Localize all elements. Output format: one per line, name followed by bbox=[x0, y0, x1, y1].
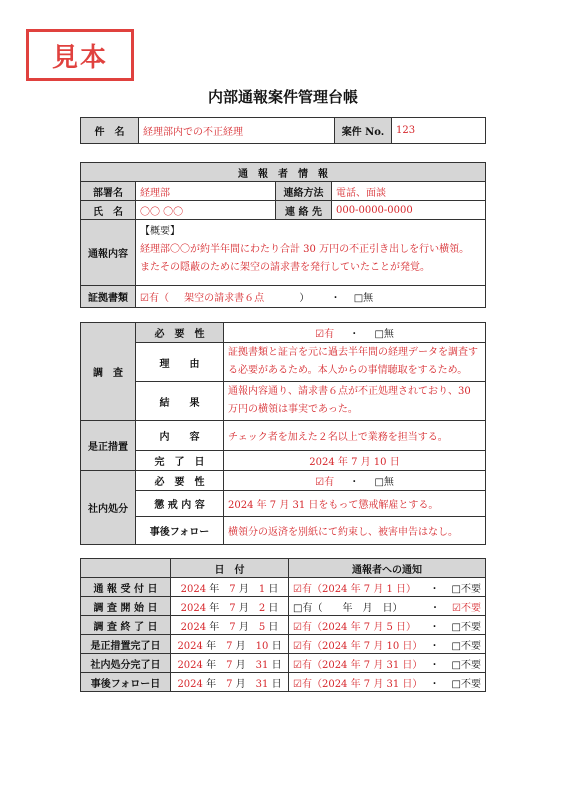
year: 2024 bbox=[177, 659, 203, 671]
subject-label: 件 名 bbox=[81, 118, 139, 144]
discipline-label: 社内処分 bbox=[81, 471, 136, 545]
completion-label: 完 了 日 bbox=[136, 451, 224, 471]
year: 2024 bbox=[180, 583, 207, 595]
reporter-table bbox=[80, 162, 486, 308]
notice-date: （2024 年 7 月 5 日） bbox=[311, 621, 417, 633]
completion-date: 2024 年 7 月 10 日 bbox=[224, 451, 486, 471]
discipline-content: 2024 年 7 月 31 日をもって懲戒解雇とする。 bbox=[224, 491, 486, 517]
necessity-yes: 有 bbox=[324, 329, 335, 340]
checked-box-icon: ☑ bbox=[293, 583, 302, 595]
summary-line-1: 経理部〇〇が約半年間にわたり合計 30 万円の不正引き出しを行い横領。 bbox=[140, 244, 470, 255]
discipline-need-label: 必 要 性 bbox=[136, 471, 224, 491]
evidence-yes: 有（ bbox=[148, 293, 169, 304]
day: 31 bbox=[255, 678, 269, 690]
name-label: 氏 名 bbox=[81, 201, 136, 220]
result-value: 通報内容通り、請求書６点が不正処理されており、30 万円の横領は事実であった。 bbox=[224, 382, 486, 421]
followup-content: 横領分の返済を別紙にて約束し、被害申告はなし。 bbox=[224, 517, 486, 545]
evidence-detail: 架空の請求書６点 bbox=[184, 293, 265, 304]
notify-header: 通報者への通知 bbox=[289, 559, 486, 578]
discipline-yes: 有 bbox=[324, 477, 335, 488]
schedule-label: 社内処分完了日 bbox=[81, 654, 171, 673]
schedule-label: 事後フォロー日 bbox=[81, 673, 171, 692]
discipline-content-label: 懲 戒 内 容 bbox=[136, 491, 224, 517]
case-no-label: 案件 No. bbox=[335, 118, 392, 144]
checked-box-icon: ☑ bbox=[315, 477, 325, 488]
schedule-label: 是正措置完了日 bbox=[81, 635, 171, 654]
evidence-no: □無 bbox=[353, 293, 374, 304]
notice-no: 不要 bbox=[461, 602, 481, 614]
date-header: 日 付 bbox=[171, 559, 289, 578]
month: 7 bbox=[226, 640, 233, 652]
year: 2024 bbox=[177, 640, 203, 652]
notice-no: □不要 bbox=[451, 659, 481, 671]
notice-date: （2024 年 7 月 31 日） bbox=[311, 678, 423, 690]
correction-content: チェック者を加えた２名以上で業務を担当する。 bbox=[224, 421, 486, 451]
schedule-label: 調 査 終 了 日 bbox=[81, 616, 171, 635]
day: 1 bbox=[258, 583, 266, 595]
necessity-label: 必 要 性 bbox=[136, 323, 224, 343]
month: 7 bbox=[229, 602, 236, 614]
year: 2024 bbox=[180, 621, 207, 633]
notice-date: （2024 年 7 月 31 日） bbox=[311, 659, 423, 671]
table-row: 社内処分完了日 2024 年 7 月 31 日 ☑有（2024 年 7 月 31 日） ・ □不要 bbox=[81, 654, 486, 673]
followup-label: 事後フォロー bbox=[136, 517, 224, 545]
month: 7 bbox=[226, 678, 233, 690]
checked-box-icon: ☑ bbox=[293, 659, 302, 671]
separator-dot: ・ bbox=[330, 293, 341, 304]
year: 2024 bbox=[180, 602, 207, 614]
correction-content-label: 内 容 bbox=[136, 421, 224, 451]
table-row: 是正措置完了日 2024 年 7 月 10 日 ☑有（2024 年 7 月 10 日） ・ □不要 bbox=[81, 635, 486, 654]
checked-box-icon: ☑ bbox=[293, 678, 302, 690]
table-row: 通 報 受 付 日 2024 年 7 月 1 日 ☑有（2024 年 7 月 1 日） ・ □不要 bbox=[81, 578, 486, 597]
investigation-label: 調 査 bbox=[81, 323, 136, 421]
contact-method-value: 電話、面談 bbox=[332, 182, 486, 201]
dept-label: 部署名 bbox=[81, 182, 136, 201]
evidence-label: 証拠書類 bbox=[81, 286, 136, 308]
notice-yes: 有 bbox=[301, 640, 312, 652]
notice-yes: 有 bbox=[301, 621, 312, 633]
table-row: 調 査 開 始 日 2024 年 7 月 2 日 □有（ 年 月 日） ・ ☑不要 bbox=[81, 597, 486, 616]
evidence-close: ） bbox=[299, 293, 310, 304]
correction-label: 是正措置 bbox=[81, 421, 136, 471]
notice-yes: 有 bbox=[301, 659, 312, 671]
checked-box-icon: ☑ bbox=[452, 602, 461, 614]
reporter-header: 通 報 者 情 報 bbox=[81, 163, 486, 182]
contact-method-label: 連絡方法 bbox=[276, 182, 332, 201]
month: 7 bbox=[229, 583, 236, 595]
notice-date: （2024 年 7 月 1 日） bbox=[311, 583, 417, 595]
notice-no: □不要 bbox=[451, 583, 481, 595]
checked-box-icon: ☑ bbox=[293, 640, 302, 652]
necessity-no: □無 bbox=[374, 329, 394, 340]
investigation-table: 調 査 必 要 性 ☑有 ・ □無 理 由 証拠書類と証言を元に過去半年間の経理データを調査する必要があるため。本人からの事情聴取をするため。 結 果 通報内容通り、請求書６点が不正処理されており、30 万円の横領は事実であった。 是正措置 内 容 チェック者を加えた２名以上で業務を担当する。 完 了 日 2024 年 7 月 10 日 社内処分 必 要 性 ☑有 ・ □無 懲 戒 内 容 2024 年 7 月 31 日をもって懲戒解雇とする。 事後フォロー 横領分の返済を別紙にて約束し、被害申告はなし。 bbox=[80, 322, 486, 545]
content-label: 通報内容 bbox=[81, 220, 136, 286]
discipline-no: □無 bbox=[374, 477, 394, 488]
contact-label: 連 絡 先 bbox=[276, 201, 332, 220]
result-label: 結 果 bbox=[136, 382, 224, 421]
schedule-label: 調 査 開 始 日 bbox=[81, 597, 171, 616]
notice-date: （2024 年 7 月 10 日） bbox=[311, 640, 423, 652]
reason-value: 証拠書類と証言を元に過去半年間の経理データを調査する必要があるため。本人からの事情聴取をするため。 bbox=[224, 343, 486, 382]
schedule-label: 通 報 受 付 日 bbox=[81, 578, 171, 597]
year: 2024 bbox=[177, 678, 203, 690]
notice-date: （ 年 月 日） bbox=[312, 602, 403, 614]
table-row: 事後フォロー日 2024 年 7 月 31 日 ☑有（2024 年 7 月 31 日） ・ □不要 bbox=[81, 673, 486, 692]
case-no-value: 123 bbox=[392, 118, 486, 144]
day: 31 bbox=[255, 659, 269, 671]
notice-no: □不要 bbox=[451, 621, 481, 633]
day: 10 bbox=[255, 640, 269, 652]
case-table bbox=[80, 117, 486, 144]
checked-box-icon: ☑ bbox=[140, 293, 149, 304]
day: 5 bbox=[258, 621, 266, 633]
summary-heading: 【概要】 bbox=[140, 226, 180, 237]
contact-value: 000-0000-0000 bbox=[332, 201, 486, 220]
summary-line-2: またその隠蔽のために架空の請求書を発行していたことが発覚。 bbox=[140, 262, 430, 273]
sample-stamp: 見本 bbox=[26, 29, 134, 81]
page-title: 内部通報案件管理台帳 bbox=[207, 88, 358, 106]
subject-value: 経理部内での不正経理 bbox=[139, 118, 335, 144]
notice-no: □不要 bbox=[451, 678, 481, 690]
notice-yes: 有 bbox=[301, 583, 312, 595]
notice-yes: 有 bbox=[301, 678, 312, 690]
checked-box-icon: ☑ bbox=[293, 621, 302, 633]
notice-no: □不要 bbox=[451, 640, 481, 652]
notice-yes-unchecked: □有 bbox=[293, 602, 313, 614]
day: 2 bbox=[258, 602, 266, 614]
dept-value: 経理部 bbox=[136, 182, 276, 201]
month: 7 bbox=[229, 621, 236, 633]
name-value: 〇〇 〇〇 bbox=[136, 201, 276, 220]
schedule-table bbox=[80, 558, 486, 692]
month: 7 bbox=[226, 659, 233, 671]
reason-label: 理 由 bbox=[136, 343, 224, 382]
table-row: 調 査 終 了 日 2024 年 7 月 5 日 ☑有（2024 年 7 月 5 日） ・ □不要 bbox=[81, 616, 486, 635]
checked-box-icon: ☑ bbox=[315, 329, 325, 340]
